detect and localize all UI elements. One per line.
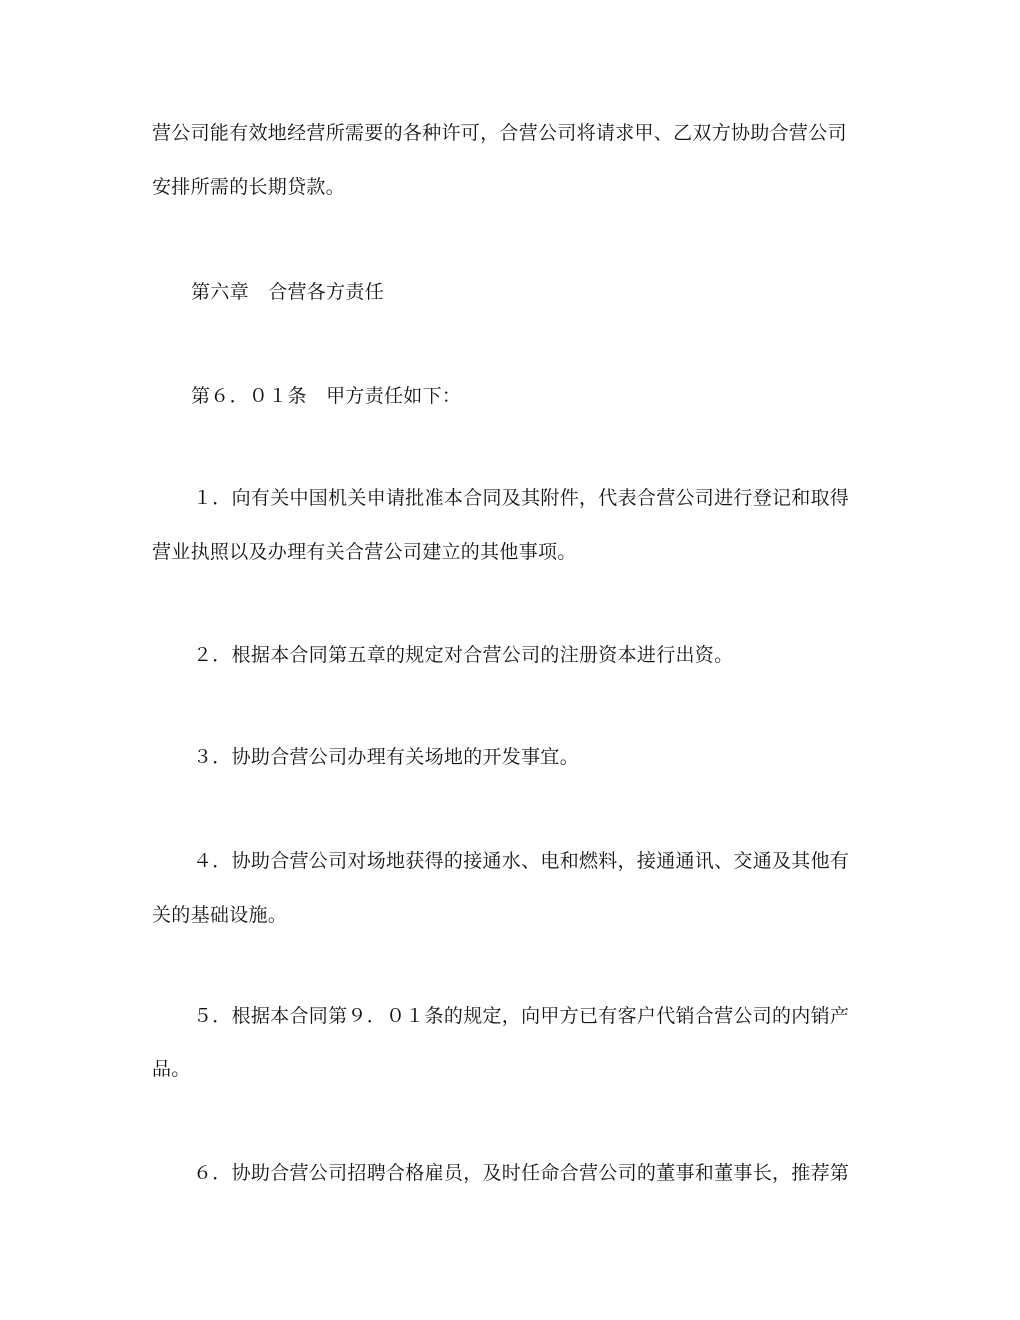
list-item-6: ６．协助合营公司招聘合格雇员，及时任命合营公司的董事和董事长，推荐第 [193, 1162, 850, 1184]
list-item-4-continuation: 关的基础设施。 [152, 904, 288, 926]
list-item-5: ５．根据本合同第９．０１条的规定，向甲方已有客户代销合营公司的内销产 [193, 1005, 850, 1027]
list-item-1-continuation: 营业执照以及办理有关合营公司建立的其他事项。 [152, 541, 577, 563]
chapter-heading: 第六章 合营各方责任 [191, 281, 385, 303]
list-item-1: １．向有关中国机关申请批准本合同及其附件，代表合营公司进行登记和取得 [193, 487, 850, 509]
list-item-4: ４．协助合营公司对场地获得的接通水、电和燃料，接通通讯、交通及其他有 [193, 850, 850, 872]
list-item-2: ２．根据本合同第五章的规定对合营公司的注册资本进行出资。 [193, 644, 734, 666]
paragraph-continuation-line: 营公司能有效地经营所需要的各种许可，合营公司将请求甲、乙双方协助合营公司 [152, 122, 847, 144]
paragraph-continuation-line: 安排所需的长期贷款。 [152, 176, 346, 198]
list-item-5-continuation: 品。 [152, 1058, 191, 1080]
article-heading: 第６．０１条 甲方责任如下： [191, 385, 462, 407]
list-item-3: ３．协助合营公司办理有关场地的开发事宜。 [193, 746, 580, 768]
